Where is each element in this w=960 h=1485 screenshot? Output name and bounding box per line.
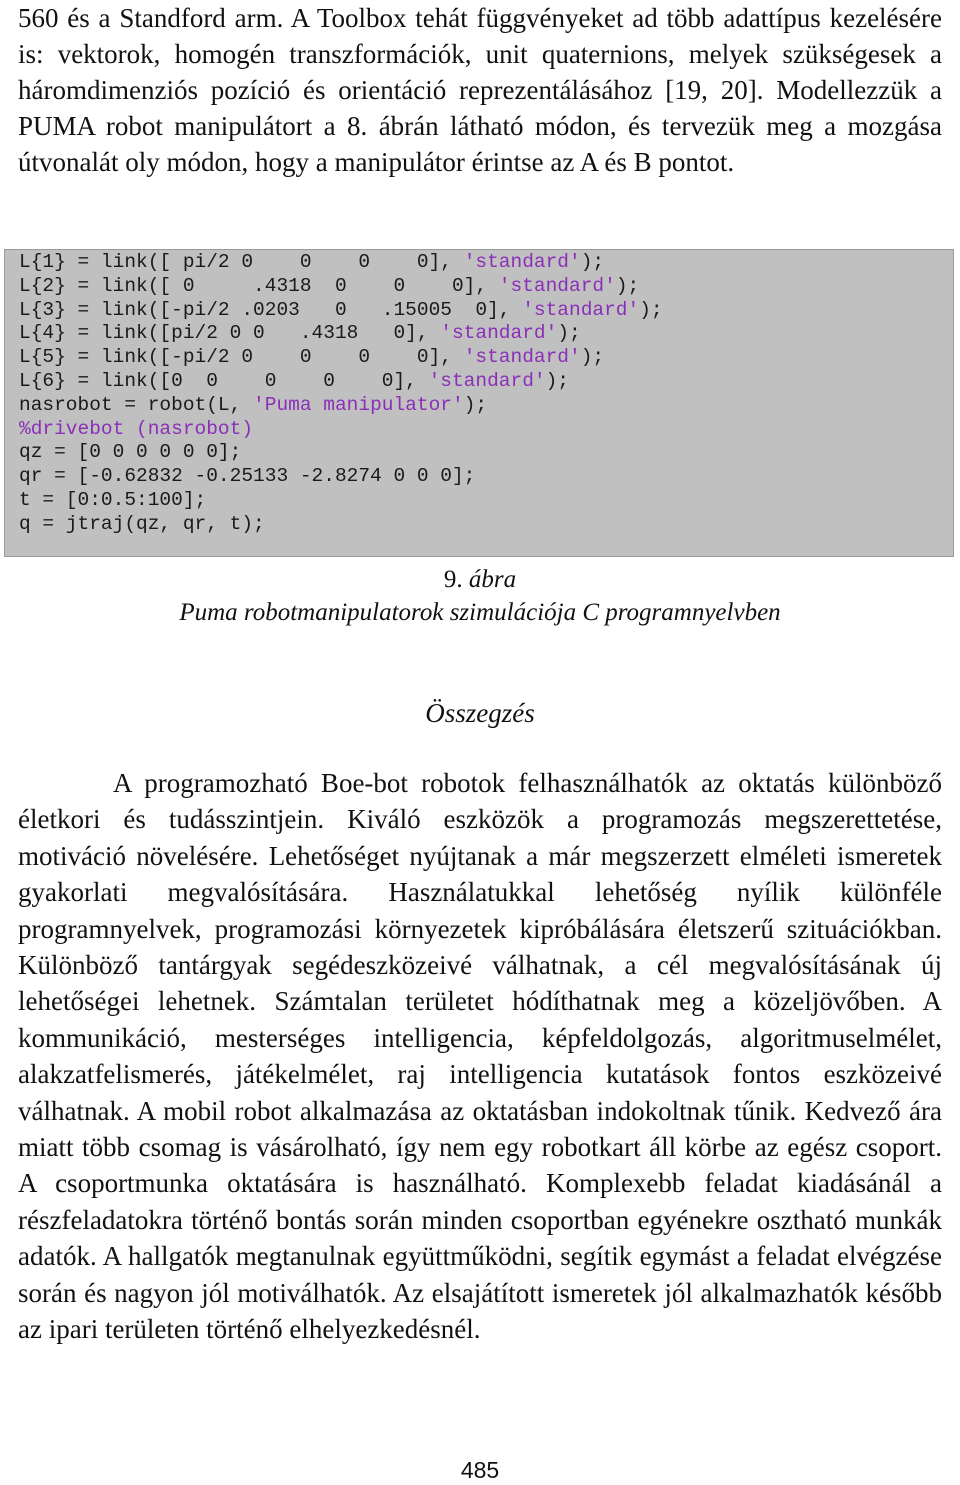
code-text: L{4} = link([pi/2 0 0 .4318 0], [19,322,441,345]
code-line [19,465,953,489]
code-line [19,441,953,465]
code-line [19,370,953,394]
code-line [19,251,953,275]
figure-caption-label [0,565,960,595]
code-line [19,489,953,513]
code-line [19,299,953,323]
code-line [19,394,953,418]
code-text: qz = [0 0 0 0 0 0]; [19,441,242,464]
code-text: t = [0:0.5:100]; [19,488,207,511]
figure-caption-title: Puma robotmanipulatorok szimulációja C programnyelvben [179,599,781,626]
code-text: qr = [-0.62832 -0.25133 -2.8274 0 0 0]; [19,465,476,488]
code-text: L{3} = link([-pi/2 .0203 0 .15005 0], [19,298,523,321]
page-number: 485 [460,1457,500,1483]
code-line [19,346,953,370]
intro-paragraph: 560 és a Standford arm. A Toolbox tehát függvényeket ad több adattípus kezelésére is: vektorok, homogén transzformációk, unit quaternions, melyek szükségesek a háromdimenziós pozíció és orientáció reprezentálásához [19, 20]. Modellezzük a PUMA robot manipulátort a 8. ábrán látható módon, és tervezük meg a mozgása útvonalát oly módon, hogy a manipulátor érintse az A és B pontot. [18,3,942,177]
code-tail: ); [615,274,640,297]
figure-label: ábra [468,566,517,593]
code-text: L{5} = link([-pi/2 0 0 0 0], [19,346,464,369]
section-title: Összegzés [425,698,535,728]
code-text: L{2} = link([ 0 .4318 0 0 0], [19,274,499,297]
code-tail: ); [580,346,605,369]
code-tail: ); [545,369,570,392]
figure-number: 9. [443,566,463,593]
code-line [19,322,953,346]
code-string: 'standard' [522,298,640,321]
code-string: 'standard' [428,369,546,392]
code-line [19,513,953,537]
code-text: q = jtraj(qz, qr, t); [19,512,265,535]
code-string: 'standard' [463,251,581,273]
code-line [19,418,953,442]
code-text: L{6} = link([0 0 0 0 0], [19,369,429,392]
code-tail: ); [639,298,663,321]
code-tail: ); [463,393,488,416]
code-string: 'standard' [440,322,558,345]
code-string: 'standard' [463,346,581,369]
code-string: 'Puma manipulator' [253,393,464,416]
code-line [19,275,953,299]
code-text: nasrobot = robot(L, [19,393,254,416]
code-string: 'standard' [498,274,616,297]
code-listing [4,249,954,557]
summary-paragraph: A programozható Boe-bot robotok felhasználhatók az oktatás különböző életkori és tudásszintjein. Kiváló eszközök a programozás megszerettetése, motiváció növelésére. Lehetőséget nyújtanak a már megszerzett elméleti ismeretek gyakorlati megvalósítására. Használatukkal lehetőség nyílik különféle programnyelvek, programozási környezetek kipróbálására életszerű szituációkban. Különböző tantárgyak segédeszközeivé válhatnak, a cél megvalósításának új lehetőségei lehetnek. Számtalan területet hódíthatnak meg a közeljövőben. A kommunikáció, mesterséges intelligencia, képfeldolgozás, algoritmuselmélet, alakzatfelismerés, játékelmélet, raj intelligencia kutatások fontos eszközeivé válhatnak. A mobil robot alkalmazása az oktatásban indokoltnak tűnik. Kedvező ára miatt több csomag is vásárolható, így nem egy robotkart áll körbe az egész csoport. A csoportmunka oktatására is használható. Komplexebb feladat kiadásánál a részfeladatokra történő bontás során minden csoportban egyénekre osztható munkák adatók. A hallgatók megtanulnak együttműködni, segítik egymást a feladat elvégzése során és nagyon jól motiválhatók. Az elsajátított ismeretek jól alkalmazhatók később az ipari területen történő elhelyezkedésnél. [18,768,942,1345]
code-tail: ); [580,251,605,273]
code-tail: ); [557,322,581,345]
code-comment: %drivebot (nasrobot) [19,417,254,440]
code-text: L{1} = link([ pi/2 0 0 0 0], [19,251,464,273]
